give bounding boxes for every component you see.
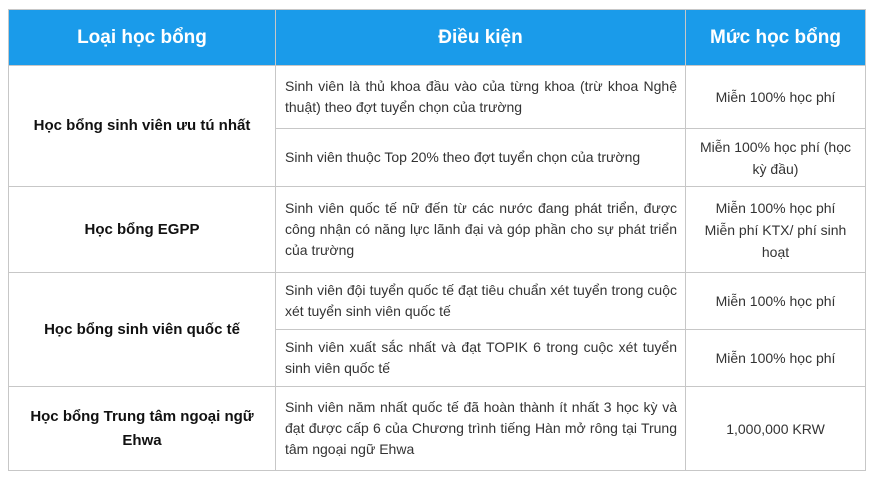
condition-cell: Sinh viên năm nhất quốc tế đã hoàn thành ít nhất 3 học kỳ và đạt được cấp 6 của Chương trình tiếng Hàn mở rông tại Trung tâm ngoại ngữ Ehwa (276, 387, 686, 471)
level-line: Miễn phí KTX/ phí sinh hoạt (704, 221, 847, 260)
level-cell (686, 129, 866, 187)
table-row (9, 66, 866, 129)
scholarship-type: Học bổng Trung tâm ngoại ngữ Ehwa (9, 387, 276, 471)
level-line: Miễn 100% học phí (715, 293, 836, 309)
scholarship-type: Học bổng sinh viên ưu tú nhất (9, 66, 276, 187)
level-cell (686, 387, 866, 471)
header-condition: Điều kiện (276, 10, 686, 66)
level-line: Miễn 100% học phí (715, 350, 836, 366)
level-cell (686, 330, 866, 387)
scholarship-type: Học bổng EGPP (9, 187, 276, 273)
condition-cell: Sinh viên quốc tế nữ đến từ các nước đang phát triển, được công nhận có năng lực lãnh đại và góp phần cho sự phát triển của trường (276, 187, 686, 273)
level-cell (686, 273, 866, 330)
level-line: Miễn 100% học phí (học kỳ đầu) (700, 138, 851, 177)
level-cell (686, 66, 866, 129)
table-row (9, 387, 866, 471)
level-cell (686, 187, 866, 273)
condition-cell: Sinh viên thuộc Top 20% theo đợt tuyển chọn của trường (276, 129, 686, 187)
header-type: Loại học bổng (9, 10, 276, 66)
condition-cell: Sinh viên là thủ khoa đầu vào của từng khoa (trừ khoa Nghệ thuật) theo đợt tuyển chọn của trường (276, 66, 686, 129)
table-row (9, 187, 866, 273)
level-line: 1,000,000 KRW (726, 420, 825, 437)
level-line: Miễn 100% học phí (715, 89, 836, 105)
scholarship-type: Học bổng sinh viên quốc tế (9, 273, 276, 387)
condition-cell: Sinh viên đội tuyển quốc tế đạt tiêu chuẩn xét tuyển trong cuộc xét tuyển sinh viên quốc tế (276, 273, 686, 330)
table-row (9, 273, 866, 330)
header-level: Mức học bổng (686, 10, 866, 66)
level-line: Miễn 100% học phí (715, 199, 836, 216)
scholarship-table (8, 9, 866, 471)
header-row (9, 10, 866, 66)
condition-cell: Sinh viên xuất sắc nhất và đạt TOPIK 6 trong cuộc xét tuyển sinh viên quốc tế (276, 330, 686, 387)
